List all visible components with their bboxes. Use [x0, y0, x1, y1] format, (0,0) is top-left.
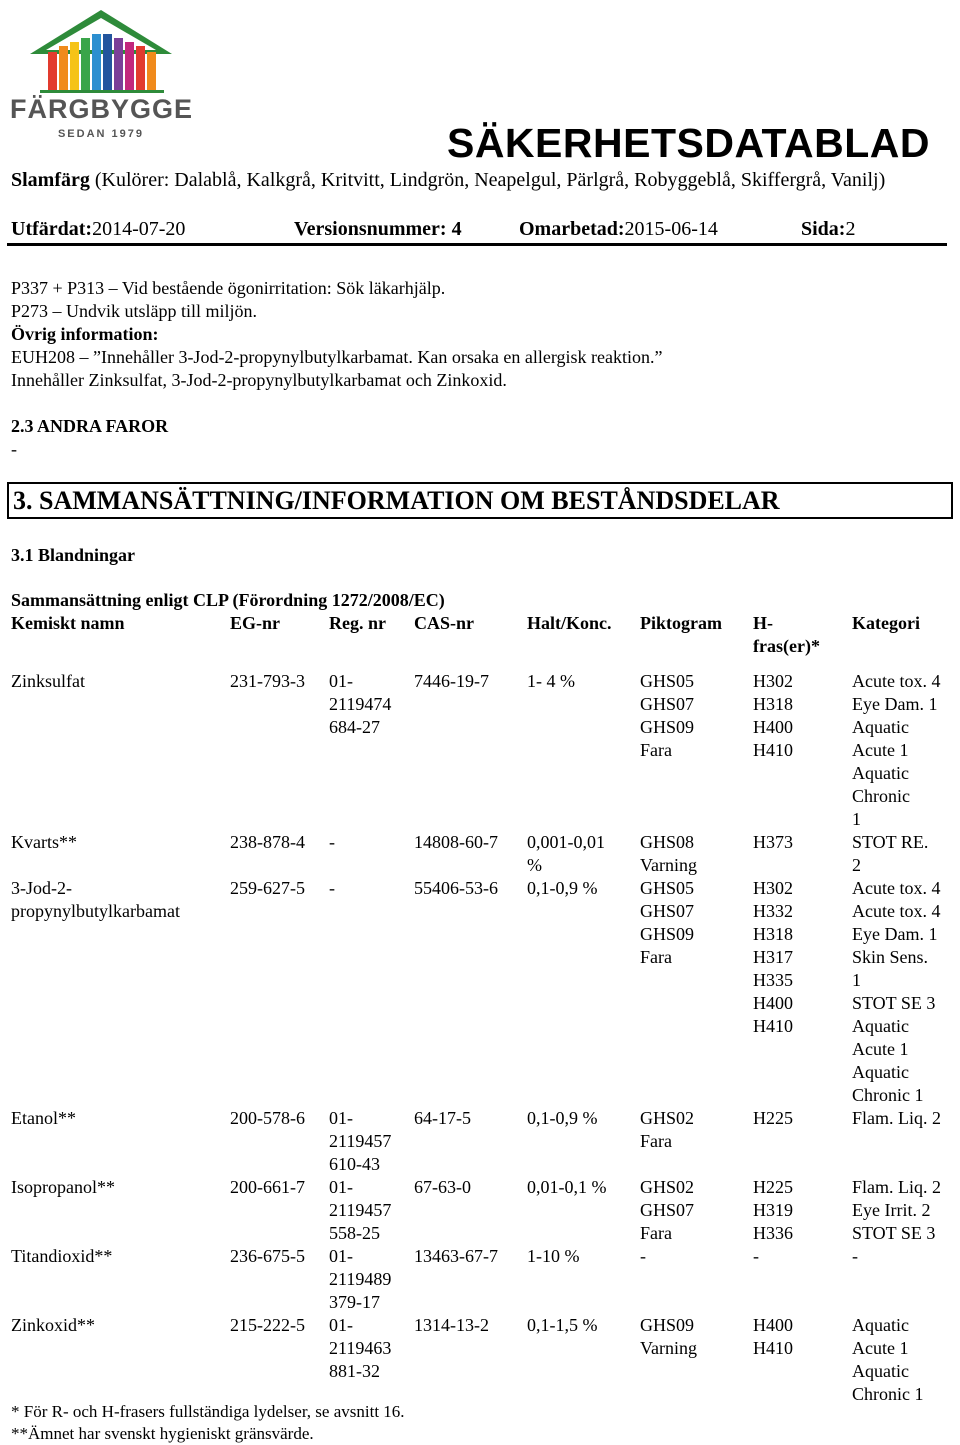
cell-reg-number: 01- 2119489 379-17 — [329, 1246, 392, 1312]
header-chemical-name: Kemiskt namn — [11, 613, 125, 633]
cell-pictogram: GHS02 GHS07 Fara — [640, 1177, 695, 1243]
cell-chemical-name: Kvarts** — [11, 832, 77, 852]
cell-category: Aquatic Acute 1 Aquatic Chronic 1 — [852, 1315, 924, 1404]
composition-table — [8, 612, 958, 1406]
revised-date: Omarbetad: 2015-06-14 — [519, 218, 718, 240]
header-h-phrases: H- fras(er)* — [753, 613, 820, 656]
cell-ec-number: 236-675-5 — [230, 1246, 305, 1266]
cell-chemical-name: Zinkoxid** — [11, 1315, 95, 1335]
header-category: Kategori — [852, 613, 920, 633]
cell-chemical-name: Titandioxid** — [11, 1246, 113, 1266]
precaution-p273: P273 – Undvik utsläpp till miljön. — [11, 301, 258, 321]
cell-pictogram: GHS09 Varning — [640, 1315, 697, 1358]
document-title: SÄKERHETSDATABLAD — [446, 120, 930, 166]
table-row — [8, 1107, 958, 1176]
cell-chemical-name: Isopropanol** — [11, 1177, 115, 1197]
cell-h-phrases: H225 H319 H336 — [753, 1177, 793, 1243]
cell-concentration: 0,1-0,9 % — [527, 878, 598, 898]
cell-ec-number: 200-578-6 — [230, 1108, 305, 1128]
cell-chemical-name: 3-Jod-2- propynylbutylkarbamat — [11, 878, 180, 921]
cell-category: Acute tox. 4 Eye Dam. 1 Aquatic Acute 1 Aquatic Chronic 1 — [852, 671, 941, 829]
clp-heading: Sammansättning enligt CLP (Förordning 1272/2008/EC) — [11, 590, 445, 610]
cell-h-phrases: H225 — [753, 1108, 793, 1128]
issued-date: Utfärdat: 2014-07-20 — [11, 218, 186, 240]
table-row — [8, 831, 958, 877]
cell-ec-number: 238-878-4 — [230, 832, 305, 852]
header-ec-number: EG-nr — [230, 613, 281, 633]
cell-reg-number: 01- 2119463 881-32 — [329, 1315, 392, 1381]
product-header — [11, 167, 947, 193]
header-reg-number: Reg. nr — [329, 613, 386, 633]
cell-category: - — [852, 1246, 858, 1266]
page-number: Sida: 2 — [801, 218, 856, 240]
cell-pictogram: - — [640, 1246, 646, 1266]
table-row — [8, 1314, 958, 1406]
cell-category: Flam. Liq. 2 Eye Irrit. 2 STOT SE 3 — [852, 1177, 941, 1243]
cell-concentration: 1- 4 % — [527, 671, 575, 691]
header-divider — [7, 243, 947, 246]
version-number: Versionsnummer: 4 — [294, 218, 462, 240]
cell-h-phrases: H302 H332 H318 H317 H335 H400 H410 — [753, 878, 793, 1036]
logo-subtitle: SEDAN 1979 — [57, 128, 145, 140]
cell-category: STOT RE. 2 — [852, 832, 929, 875]
house-logo-icon — [10, 6, 192, 98]
cell-concentration: 0,001-0,01 % — [527, 832, 605, 875]
cell-concentration: 0,1-1,5 % — [527, 1315, 598, 1335]
product-colors: (Kulörer: Dalablå, Kalkgrå, Kritvitt, Lindgrön, Neapelgul, Pärlgrå, Robyggeblå, Skiffergrå, Vanilj) — [89, 169, 886, 191]
cell-cas-number: 7446-19-7 — [414, 671, 489, 691]
cell-ec-number: 259-627-5 — [230, 878, 305, 898]
table-row — [8, 877, 958, 1107]
cell-cas-number: 55406-53-6 — [414, 878, 498, 898]
cell-reg-number: 01- 2119457 558-25 — [329, 1177, 392, 1243]
cell-ec-number: 200-661-7 — [230, 1177, 305, 1197]
cell-cas-number: 1314-13-2 — [414, 1315, 489, 1335]
contains-text: Innehåller Zinksulfat, 3-Jod-2-propynylbutylkarbamat och Zinkoxid. — [11, 370, 507, 390]
other-info-heading: Övrig information: — [11, 324, 159, 344]
cell-ec-number: 231-793-3 — [230, 671, 305, 691]
footnote-h-phrases: * För R- och H-frasers fullständiga lydelser, se avsnitt 16. — [11, 1402, 405, 1421]
cell-reg-number: - — [329, 832, 335, 852]
euh208-text: EUH208 – ”Innehåller 3-Jod-2-propynylbutylkarbamat. Kan orsaka en allergisk reaktion.” — [11, 347, 663, 367]
cell-reg-number: 01- 2119474 684-27 — [329, 671, 392, 737]
cell-h-phrases: H302 H318 H400 H410 — [753, 671, 793, 760]
section-3-heading: 3. SAMMANSÄTTNING/INFORMATION OM BESTÅNDSDELAR — [7, 482, 953, 519]
table-header-row — [8, 612, 958, 658]
cell-chemical-name: Zinksulfat — [11, 671, 85, 691]
section-2-3-heading: 2.3 ANDRA FAROR — [11, 416, 169, 436]
precaution-p337: P337 + P313 – Vid bestående ögonirritation: Sök läkarhjälp. — [11, 278, 446, 298]
cell-chemical-name: Etanol** — [11, 1108, 76, 1128]
logo-brand: FÄRGBYGGE — [10, 94, 194, 124]
cell-cas-number: 13463-67-7 — [414, 1246, 498, 1266]
cell-concentration: 1-10 % — [527, 1246, 580, 1266]
footnote-hygiene-limit: **Ämnet har svenskt hygieniskt gränsvärde. — [11, 1424, 314, 1443]
cell-h-phrases: H373 — [753, 832, 793, 852]
header-pictogram: Piktogram — [640, 613, 722, 633]
table-row — [8, 658, 958, 831]
cell-category: Flam. Liq. 2 — [852, 1108, 941, 1128]
cell-concentration: 0,1-0,9 % — [527, 1108, 598, 1128]
cell-h-phrases: H400 H410 — [753, 1315, 793, 1358]
cell-pictogram: GHS08 Varning — [640, 832, 697, 875]
product-name: Slamfärg — [11, 169, 90, 191]
header-cas-number: CAS-nr — [414, 613, 475, 633]
cell-reg-number: 01- 2119457 610-43 — [329, 1108, 392, 1174]
cell-category: Acute tox. 4 Acute tox. 4 Eye Dam. 1 Skin Sens. 1 STOT SE 3 Aquatic Acute 1 Aquatic Chronic 1 — [852, 878, 941, 1105]
header-concentration: Halt/Konc. — [527, 613, 612, 633]
cell-cas-number: 67-63-0 — [414, 1177, 471, 1197]
section-2-3-dash: - — [11, 439, 17, 459]
cell-h-phrases: - — [753, 1246, 759, 1266]
logo — [10, 6, 192, 144]
cell-cas-number: 64-17-5 — [414, 1108, 471, 1128]
cell-ec-number: 215-222-5 — [230, 1315, 305, 1335]
cell-pictogram: GHS05 GHS07 GHS09 Fara — [640, 671, 695, 760]
section-3-1-heading: 3.1 Blandningar — [11, 545, 136, 565]
cell-pictogram: GHS02 Fara — [640, 1108, 695, 1151]
table-row — [8, 1176, 958, 1245]
cell-concentration: 0,01-0,1 % — [527, 1177, 607, 1197]
table-row — [8, 1245, 958, 1314]
cell-reg-number: - — [329, 878, 335, 898]
cell-pictogram: GHS05 GHS07 GHS09 Fara — [640, 878, 695, 967]
cell-cas-number: 14808-60-7 — [414, 832, 498, 852]
